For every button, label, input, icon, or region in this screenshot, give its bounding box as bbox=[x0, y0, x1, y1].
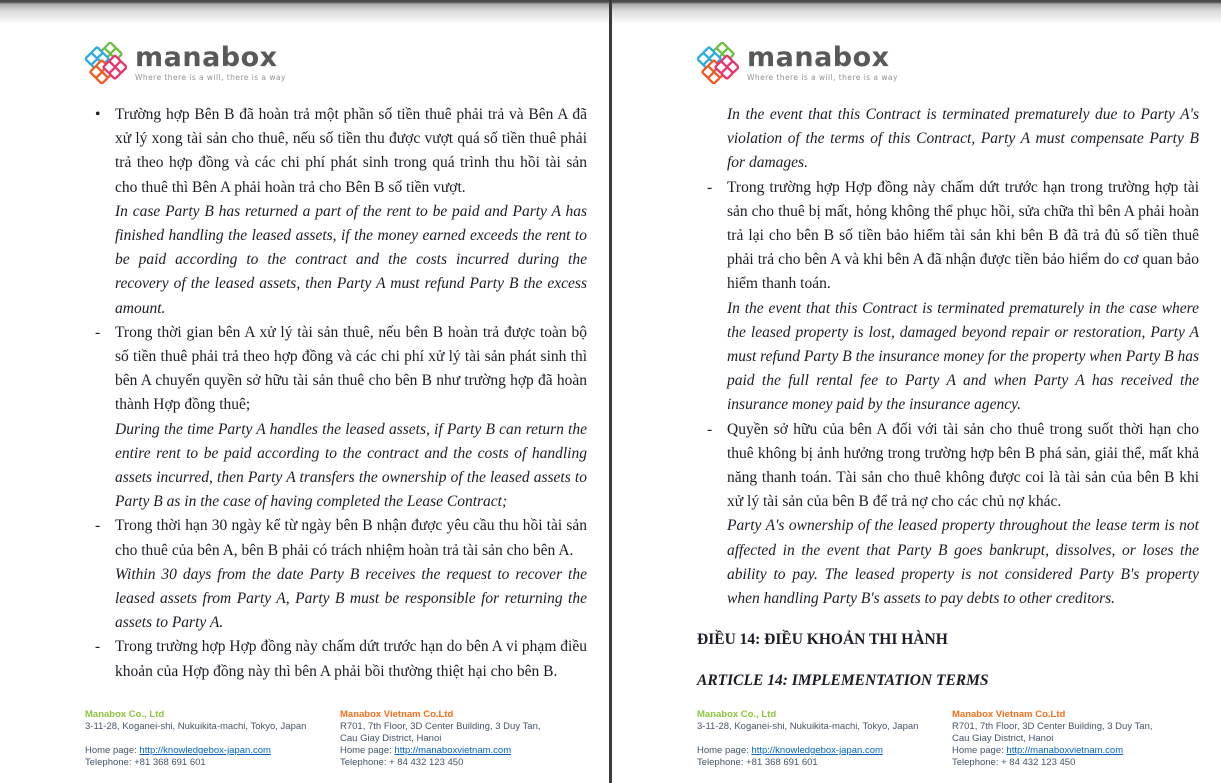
article-14-heading-en: ARTICLE 14: IMPLEMENTATION TERMS bbox=[697, 672, 989, 690]
page-footer bbox=[85, 709, 590, 769]
address-vietnam-line1: R701, 7th Floor, 3D Center Building, 3 Duy Tan, bbox=[952, 721, 1153, 732]
telephone-japan: Telephone: +81 368 691 601 bbox=[85, 757, 206, 768]
paragraph-text: In the event that this Contract is terminated prematurely due to Party A's violation of the terms of this Contract, Party A must compensate Party B for damages. bbox=[727, 106, 1199, 172]
homepage-row bbox=[85, 745, 340, 757]
address-japan: 3-11-28, Koganei-shi, Nukuikita-machi, Tokyo, Japan bbox=[697, 721, 919, 732]
clause-translation bbox=[697, 514, 1199, 611]
address-vietnam-line2: Cau Giay District, Hanoi bbox=[340, 733, 442, 744]
clause-paragraph bbox=[85, 103, 587, 200]
clause-paragraph bbox=[85, 514, 587, 562]
clause-paragraph bbox=[697, 176, 1199, 297]
footer-japan-office bbox=[85, 709, 340, 769]
footer-vietnam-office bbox=[952, 709, 1202, 769]
list-marker: - bbox=[95, 323, 101, 341]
homepage-label: Home page: bbox=[85, 745, 140, 756]
paragraph-text: In case Party B has returned a part of the rent to be paid and Party A has finished handling the leased assets, if the money earned exceeds the rent to be paid according to the contract and the costs incurred during the recovery of the leased assets, then Party A must refund Party B the excess amount. bbox=[115, 202, 587, 317]
contract-text-right bbox=[697, 103, 1199, 693]
homepage-row bbox=[340, 745, 590, 757]
paragraph-text: Trong thời hạn 30 ngày kể từ ngày bên B nhận được yêu cầu thu hồi tài sản cho thuê của bên A, bên B phải có trách nhiệm hoàn trả tài sản cho bên A. bbox=[115, 517, 587, 559]
logo-tagline: Where there is a will, there is a way bbox=[135, 73, 286, 82]
page-footer bbox=[697, 709, 1202, 769]
list-marker: - bbox=[707, 178, 713, 196]
paragraph-text: Trong trường hợp Hợp đồng này chấm dứt trước hạn do bên A vi phạm điều khoản của Hợp đồng này thì bên A phải bồi thường thiệt hại cho bên B. bbox=[115, 638, 587, 680]
homepage-label: Home page: bbox=[340, 745, 395, 756]
clause-translation bbox=[85, 200, 587, 321]
homepage-row bbox=[697, 745, 952, 757]
article-14-heading-vi: ĐIỀU 14: ĐIỀU KHOẢN THI HÀNH bbox=[697, 631, 948, 649]
clause-paragraph bbox=[85, 635, 587, 683]
manabox-logo bbox=[85, 42, 286, 84]
list-marker: • bbox=[95, 106, 101, 123]
paragraph-text: Trường hợp Bên B đã hoàn trả một phần số tiền thuê phải trả và Bên A đã xử lý xong tài sản cho thuê, nếu số tiền thu được vượt quá số tiền thuê phải trả theo hợp đồng và các chi phí phát sinh trong quá trình thu hồi tài sản cho thuê thì Bên A phải hoàn trả cho Bên B số tiền vượt. bbox=[115, 106, 587, 196]
address-japan: 3-11-28, Koganei-shi, Nukuikita-machi, Tokyo, Japan bbox=[85, 721, 307, 732]
clause-translation bbox=[85, 563, 587, 636]
footer-vietnam-office bbox=[340, 709, 590, 769]
logo-wordmark: manabox bbox=[747, 42, 890, 73]
footer-spacer bbox=[697, 733, 952, 745]
paragraph-text: Trong trường hợp Hợp đồng này chấm dứt trước hạn trong trường hợp tài sản cho thuê bị mất, hỏng không thể phục hồi, sửa chữa thì bên A phải hoàn trả lại cho bên B số tiền bảo hiểm tài sản khi bên B đã trả đủ số tiền thuê phải trả cho bên A và khi bên A đã nhận được tiền bảo hiểm do cơ quan bảo hiểm thanh toán. bbox=[727, 178, 1199, 293]
company-name-japan: Manabox Co., Ltd bbox=[697, 709, 777, 720]
logo-wordmark: manabox bbox=[135, 42, 278, 73]
homepage-link-vietnam[interactable]: http://manaboxvietnam.com bbox=[394, 745, 512, 756]
homepage-label: Home page: bbox=[697, 745, 752, 756]
list-marker: - bbox=[95, 638, 101, 656]
page-divider bbox=[609, 0, 612, 783]
logo-text bbox=[135, 42, 286, 82]
document-page-right bbox=[612, 0, 1221, 783]
paragraph-text: In the event that this Contract is terminated prematurely in the case where the leased property is lost, damaged beyond repair or restoration, Party A must refund Party B the insurance money for the property when Party B has paid the full rental fee to Party A and when Party A has received the insurance money paid by the insurance agency. bbox=[727, 299, 1199, 414]
list-marker: - bbox=[707, 420, 713, 438]
manabox-pinwheel-icon bbox=[85, 42, 127, 84]
list-marker: - bbox=[95, 517, 101, 535]
telephone-vietnam: Telephone: + 84 432 123 450 bbox=[340, 757, 464, 768]
footer-japan-office bbox=[697, 709, 952, 769]
homepage-link-vietnam[interactable]: http://manaboxvietnam.com bbox=[1006, 745, 1124, 756]
manabox-pinwheel-icon bbox=[697, 42, 739, 84]
footer-spacer bbox=[85, 733, 340, 745]
clause-translation bbox=[85, 418, 587, 515]
homepage-link-japan[interactable]: http://knowledgebox-japan.com bbox=[139, 745, 271, 756]
clause-paragraph bbox=[697, 418, 1199, 515]
clause-translation bbox=[697, 103, 1199, 176]
company-name-vietnam: Manabox Vietnam Co.Ltd bbox=[340, 709, 454, 720]
paragraph-text: Quyền sở hữu của bên A đối với tài sản cho thuê trong suốt thời hạn cho thuê không bị ảnh hưởng trong trường hợp bên B phá sản, giải thể, mất khả năng thanh toán. Tài sản cho thuê không được coi là tài sản của bên B khi xử lý tài sản của bên B để trả nợ cho các chủ nợ khác. bbox=[727, 420, 1199, 511]
company-name-japan: Manabox Co., Ltd bbox=[85, 709, 165, 720]
paragraph-text: Trong thời gian bên A xử lý tài sản thuê, nếu bên B hoàn trả được toàn bộ số tiền thuê phải trả theo hợp đồng và các chi phí xử lý tài sản phát sinh thì bên A chuyển quyền sở hữu tài sản thuê cho bên B như trường hợp đã hoàn thành Hợp đồng thuê; bbox=[115, 323, 587, 414]
address-vietnam-line2: Cau Giay District, Hanoi bbox=[952, 733, 1054, 744]
logo-text bbox=[747, 42, 898, 82]
homepage-label: Home page: bbox=[952, 745, 1007, 756]
paragraph-text: Within 30 days from the date Party B receives the request to recover the leased assets from Party A, Party B must be responsible for returning the assets to Party A. bbox=[115, 565, 587, 632]
paragraph-text: Party A's ownership of the leased property throughout the lease term is not affected in the event that Party B goes bankrupt, dissolves, or loses the ability to pay. The leased property is not considered Party B's property when handling Party B's assets to pay debts to other creditors. bbox=[727, 517, 1199, 608]
address-vietnam-line1: R701, 7th Floor, 3D Center Building, 3 Duy Tan, bbox=[340, 721, 541, 732]
paragraph-text: During the time Party A handles the leased assets, if Party B can return the entire rent to be paid according to the contract and the costs of handling assets incurred, then Party A transfers the ownership of the leased assets to Party B as in the case of having completed the Lease Contract; bbox=[115, 420, 587, 511]
logo-tagline: Where there is a will, there is a way bbox=[747, 73, 898, 82]
telephone-japan: Telephone: +81 368 691 601 bbox=[697, 757, 818, 768]
manabox-logo bbox=[697, 42, 898, 84]
telephone-vietnam: Telephone: + 84 432 123 450 bbox=[952, 757, 1076, 768]
clause-paragraph bbox=[85, 321, 587, 418]
company-name-vietnam: Manabox Vietnam Co.Ltd bbox=[952, 709, 1066, 720]
clause-translation bbox=[697, 297, 1199, 418]
document-page-left bbox=[0, 0, 609, 783]
homepage-row bbox=[952, 745, 1202, 757]
contract-text-left bbox=[85, 103, 587, 684]
homepage-link-japan[interactable]: http://knowledgebox-japan.com bbox=[751, 745, 883, 756]
